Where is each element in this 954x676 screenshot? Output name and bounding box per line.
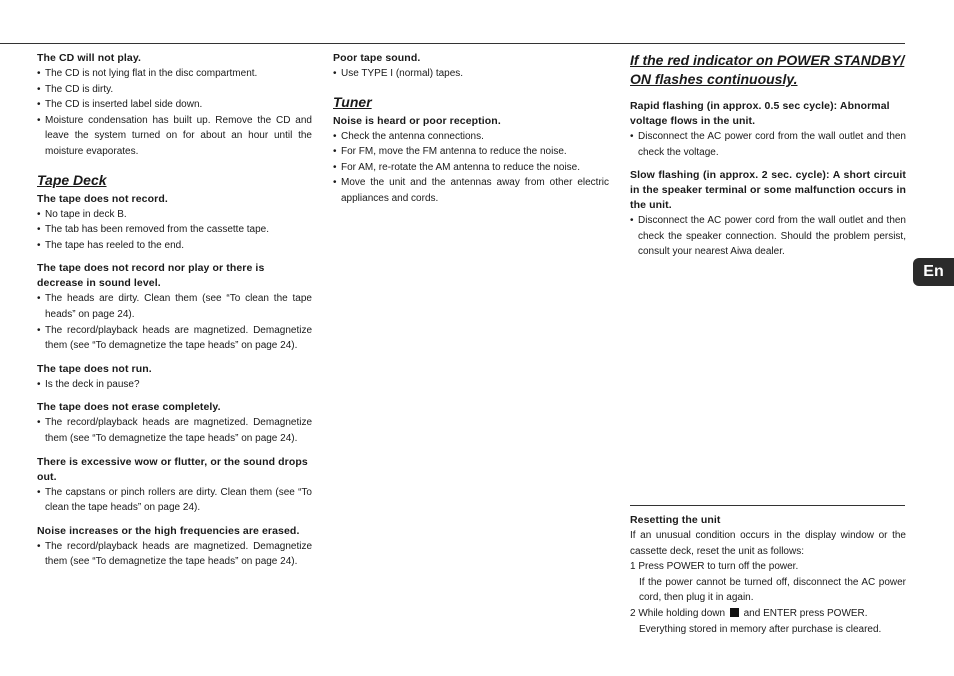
bullet-list bbox=[630, 129, 906, 160]
column-2 bbox=[333, 51, 609, 207]
question-heading: Rapid flashing (in approx. 0.5 sec cycle): Abnormal voltage flows in the unit. bbox=[630, 100, 890, 127]
bullet-list bbox=[37, 291, 312, 353]
reset-intro: If an unusual condition occurs in the display window or the cassette deck, reset the unit as follows: bbox=[630, 530, 906, 557]
question-heading: The tape does not record. bbox=[37, 192, 168, 205]
reset-section bbox=[630, 513, 906, 637]
reset-step-2-text-a: 2 While holding down bbox=[630, 607, 726, 619]
question-heading: Slow flashing (in approx. 2 sec. cycle): A short circuit in the speaker terminal or some malfunction occurs in the unit. bbox=[630, 169, 906, 212]
tape-q4 bbox=[37, 400, 312, 446]
bullet-item: • The record/playback heads are magnetized. Demagnetize them (see “To demagnetize the tape heads” on page 24). bbox=[37, 539, 312, 570]
bullet-item: • The tab has been removed from the cassette tape. bbox=[37, 222, 312, 238]
stop-icon bbox=[730, 608, 739, 617]
noise-section bbox=[333, 114, 609, 207]
rapid-flash-section bbox=[630, 99, 906, 160]
bullet-list bbox=[333, 66, 609, 82]
question-heading: The tape does not run. bbox=[37, 362, 152, 375]
bullet-item: • The CD is dirty. bbox=[37, 82, 312, 98]
section-title-tuner: Tuner bbox=[333, 93, 372, 110]
bullet-item: • For AM, re-rotate the AM antenna to reduce the noise. bbox=[333, 160, 609, 176]
question-heading: Noise increases or the high frequencies are erased. bbox=[37, 524, 300, 537]
question-heading: The tape does not erase completely. bbox=[37, 401, 221, 414]
bullet-item: • Is the deck in pause? bbox=[37, 377, 312, 393]
tape-q3 bbox=[37, 362, 312, 393]
bullet-list bbox=[37, 539, 312, 570]
bullet-item: • Use TYPE I (normal) tapes. bbox=[333, 66, 609, 82]
reset-divider bbox=[630, 505, 905, 506]
question-heading: There is excessive wow or flutter, or the sound drops out. bbox=[37, 455, 308, 483]
cd-section bbox=[37, 51, 312, 160]
reset-step-2-text-b: and ENTER press POWER. bbox=[743, 607, 868, 619]
bullet-list bbox=[630, 213, 906, 260]
reset-title: Resetting the unit bbox=[630, 514, 721, 526]
bullet-item: • Check the antenna connections. bbox=[333, 129, 609, 145]
bullet-item: • The CD is not lying flat in the disc compartment. bbox=[37, 66, 312, 82]
bullet-item: • The record/playback heads are magnetized. Demagnetize them (see “To demagnetize the tape heads” on page 24). bbox=[37, 415, 312, 446]
column-1 bbox=[37, 51, 312, 570]
language-tab-en: En bbox=[913, 258, 954, 286]
reset-step-2 bbox=[630, 606, 906, 622]
bullet-item: • The heads are dirty. Clean them (see “To clean the tape heads” on page 24). bbox=[37, 291, 312, 322]
question-heading: Poor tape sound. bbox=[333, 52, 421, 64]
bullet-item: • For FM, move the FM antenna to reduce the noise. bbox=[333, 144, 609, 160]
bullet-list bbox=[333, 129, 609, 207]
bullet-item: • Disconnect the AC power cord from the wall outlet and then check the voltage. bbox=[630, 129, 906, 160]
bullet-item: • Move the unit and the antennas away from other electric appliances and cords. bbox=[333, 175, 609, 206]
reset-step-1-note: If the power cannot be turned off, disconnect the AC power cord, then plug it in again. bbox=[639, 576, 906, 604]
tape-q1 bbox=[37, 192, 312, 254]
slow-flash-section bbox=[630, 168, 906, 260]
tape-q2 bbox=[37, 261, 312, 353]
poor-sound-section bbox=[333, 51, 609, 82]
question-heading: The CD will not play. bbox=[37, 52, 141, 64]
bullet-item: • The tape has reeled to the end. bbox=[37, 238, 312, 254]
column-3 bbox=[630, 51, 906, 260]
bullet-item: • The record/playback heads are magnetized. Demagnetize them (see “To demagnetize the tape heads” on page 24). bbox=[37, 323, 312, 354]
tape-q5 bbox=[37, 455, 312, 516]
question-heading: The tape does not record nor play or there is decrease in sound level. bbox=[37, 262, 265, 290]
bullet-item: • Moisture condensation has built up. Remove the CD and leave the system turned on for about an hour until the moisture evaporates. bbox=[37, 113, 312, 160]
bullet-item: • No tape in deck B. bbox=[37, 207, 312, 223]
reset-step-1: 1 Press POWER to turn off the power. bbox=[630, 561, 799, 573]
reset-step-2-note: Everything stored in memory after purchase is cleared. bbox=[639, 623, 882, 635]
tape-q6 bbox=[37, 524, 312, 570]
bullet-list bbox=[37, 377, 312, 393]
bullet-list bbox=[37, 485, 312, 516]
bullet-list bbox=[37, 207, 312, 254]
section-title-power-indicator: If the red indicator on POWER STANDBY/ ON flashes continuously. bbox=[630, 52, 905, 87]
bullet-item: • The CD is inserted label side down. bbox=[37, 97, 312, 113]
bullet-list bbox=[37, 415, 312, 446]
section-title-tape-deck: Tape Deck bbox=[37, 171, 107, 188]
top-divider bbox=[0, 43, 905, 44]
bullet-item: • The capstans or pinch rollers are dirty. Clean them (see “To clean the tape heads” on page 24). bbox=[37, 485, 312, 516]
question-heading: Noise is heard or poor reception. bbox=[333, 114, 501, 127]
bullet-item: • Disconnect the AC power cord from the wall outlet and then check the speaker connection. Should the problem persist, consult your nearest Aiwa dealer. bbox=[630, 213, 906, 260]
bullet-list bbox=[37, 66, 312, 160]
